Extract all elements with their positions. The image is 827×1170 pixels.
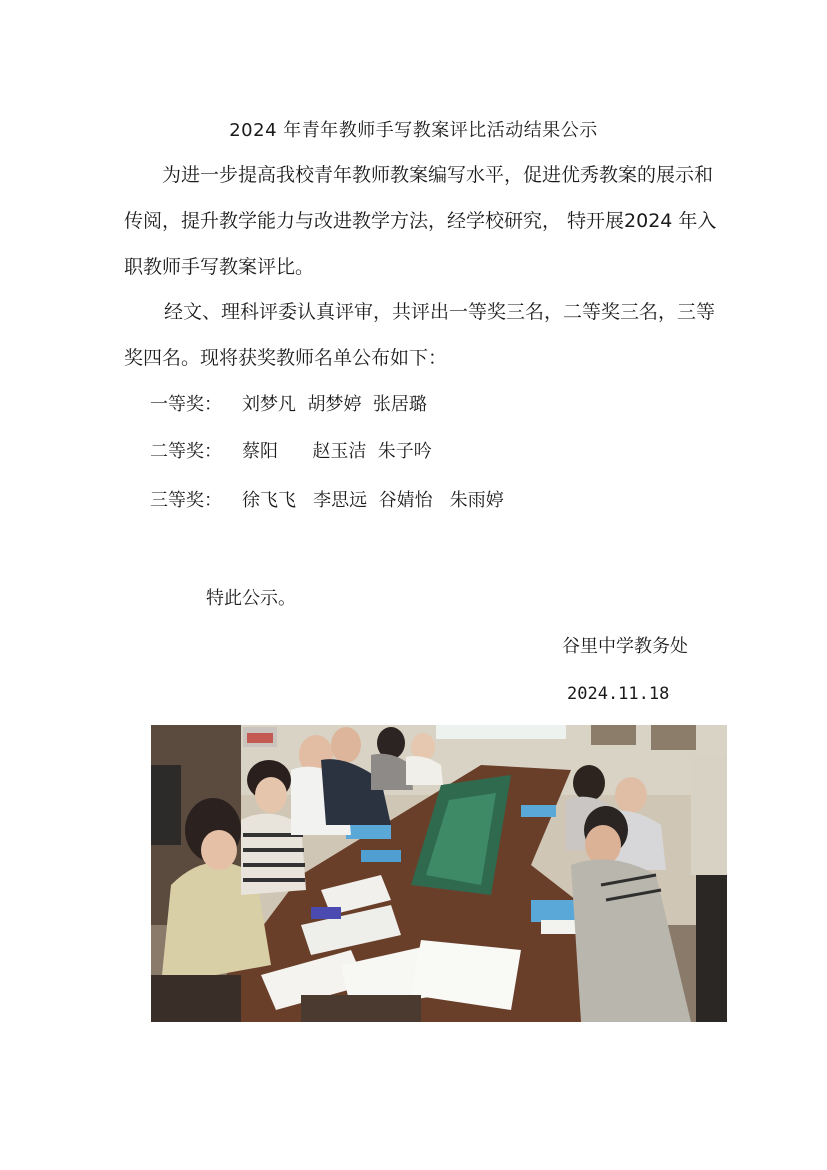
award-label: 一等奖： xyxy=(150,394,222,415)
document-date: 2024.11.18 xyxy=(567,684,670,704)
document-title: 2024 年青年教师手写教案评比活动结果公示 xyxy=(229,120,598,141)
result-paragraph: 经文、理科评委认真评审，共评出一等奖三名，二等奖三名，三等奖四名。现将获奖教师名单公布如下： xyxy=(124,301,716,369)
award-second xyxy=(150,437,432,467)
closing-text: 特此公示。 xyxy=(206,588,296,609)
department-signature: 谷里中学教务处 xyxy=(562,636,688,657)
award-label: 三等奖： xyxy=(150,490,222,511)
award-names: 蔡阳 赵玉洁 朱子吟 xyxy=(242,441,432,462)
meeting-photo-icon xyxy=(151,725,727,1022)
award-first xyxy=(150,390,427,420)
award-names: 刘梦凡 胡梦婷 张居璐 xyxy=(242,394,427,415)
meeting-photo xyxy=(151,725,727,1022)
intro-paragraph: 为进一步提高我校青年教师教案编写水平，促进优秀教案的展示和传阅，提升教学能力与改进教学方法，经学校研究， 特开展2024 年入职教师手写教案评比。 xyxy=(124,164,717,278)
award-names: 徐飞飞 李思远 谷婧怡 朱雨婷 xyxy=(242,490,504,511)
award-third xyxy=(150,486,504,516)
award-label: 二等奖： xyxy=(150,441,222,462)
